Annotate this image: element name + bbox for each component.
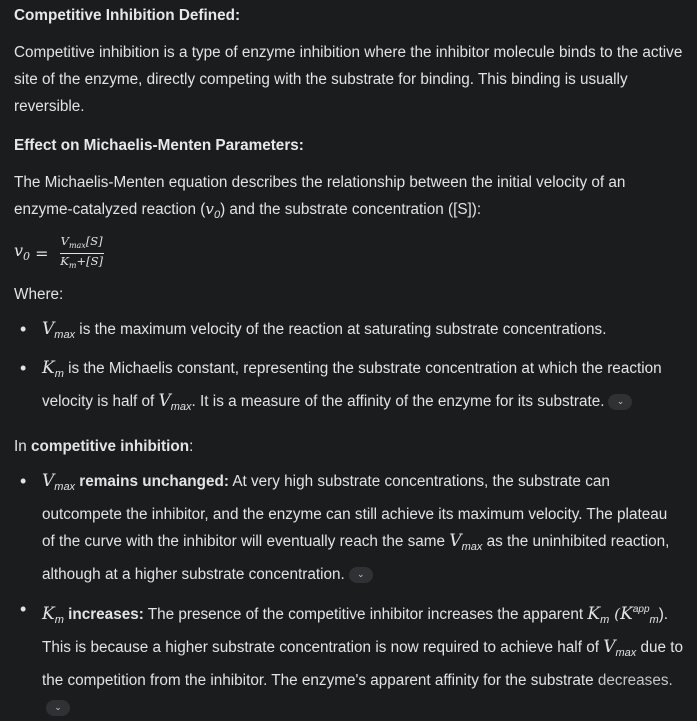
section-heading-effect: Effect on Michaelis-Menten Parameters: [14, 137, 304, 154]
inhibition-effects-list [14, 468, 684, 721]
equation-numerator: $V_{max}[S]$ [60, 235, 104, 254]
equation-equals: = [30, 243, 54, 263]
competitive-inhibition-intro: In competitive inhibition: [14, 438, 194, 455]
equation-lhs: $v_0$ [14, 240, 31, 263]
definition-paragraph: Competitive inhibition is a type of enzyme inhibition where the inhibitor molecule binds to the active site of the enzyme, directly competing with the substrate for binding. This binding is usually reversible. [14, 44, 683, 115]
list-item: • $K_m$ increases: The presence of the competitive inhibitor increases the apparent $K_m$ $(K^{app}_m)$. This is because a higher substrate concentration is now required to achieve half of $V_{max}$ due to the competition from the inhibitor. The enzyme's apparent affinity for the substrate decreases.⌄ [14, 596, 684, 721]
section-heading-defined: Competitive Inhibition Defined: [14, 7, 241, 24]
equation-denominator: $K_m+[S]$ [60, 253, 103, 270]
equation-intro-paragraph: The Michaelis-Menten equation describes the relationship between the initial velocity of an enzyme-catalyzed reaction $(v_0)$ and the substrate concentration ([S]): [14, 174, 626, 221]
parameter-list [14, 316, 684, 421]
list-item: • $V_{max}$ is the maximum velocity of the reaction at saturating substrate concentrations. [14, 316, 684, 349]
list-item: • $K_m$ is the Michaelis constant, representing the substrate concentration at which the reaction velocity is half of $V_{max}$. It is a measure of the affinity of the enzyme for its substrate. ⌄ [14, 355, 684, 421]
list-item: • $V_{max}$ remains unchanged: At very high substrate concentrations, the substrate can outcompete the inhibitor, and the enzyme can still achieve its maximum velocity. The plateau of the curve with the inhibitor will eventually reach the same $V_{max}$ as the uninhibited reaction, although at a higher substrate concentration. ⌄ [14, 468, 684, 588]
chevron-down-icon[interactable]: ⌄ [46, 700, 70, 716]
where-label: Where: [14, 286, 64, 303]
chevron-down-icon[interactable]: ⌄ [349, 567, 373, 583]
michaelis-menten-equation [14, 233, 684, 273]
equation-fraction [60, 235, 104, 272]
chevron-down-icon[interactable]: ⌄ [608, 394, 632, 410]
